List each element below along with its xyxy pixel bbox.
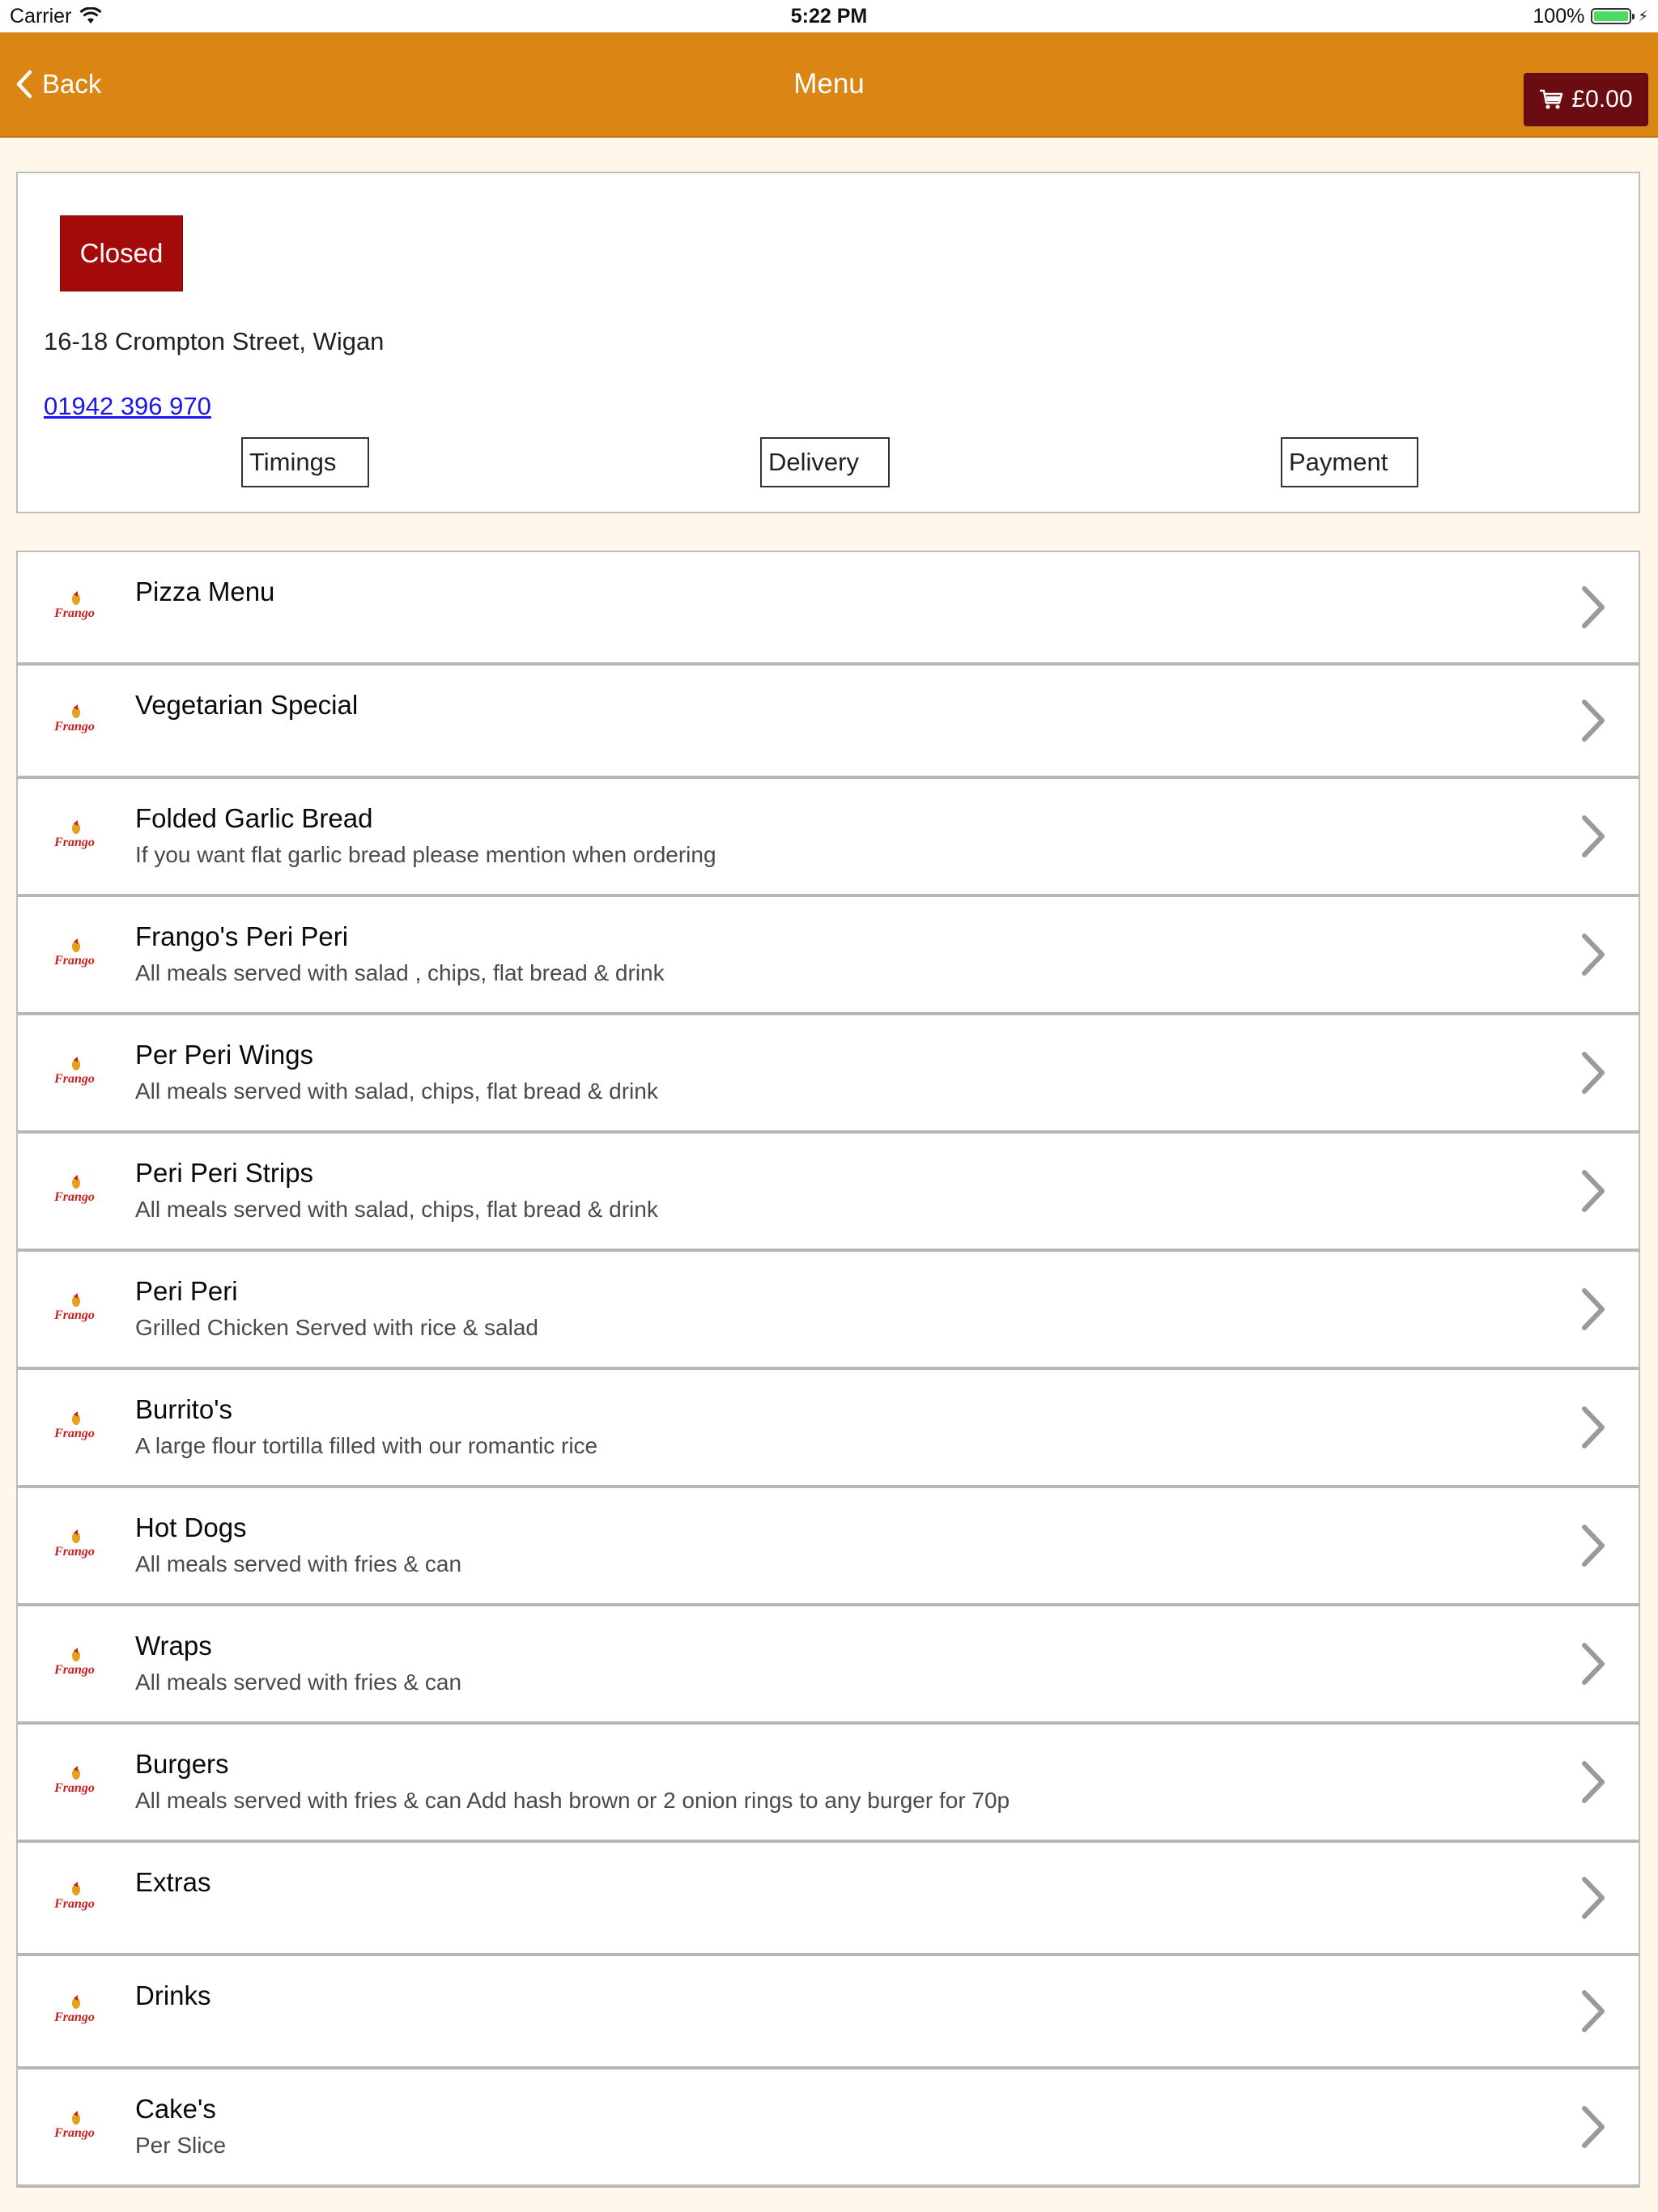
cart-icon: [1539, 88, 1563, 111]
menu-category-row[interactable]: [16, 1956, 1640, 2069]
category-title: Cake's: [135, 2094, 216, 2124]
menu-category-row[interactable]: [16, 1606, 1640, 1725]
frango-logo-icon: [49, 819, 100, 854]
frango-logo-icon: [49, 1646, 100, 1682]
frango-logo-icon: [49, 1993, 100, 2029]
frango-logo-text: Frango: [54, 954, 95, 968]
menu-category-row[interactable]: [16, 2069, 1640, 2188]
chevron-right-icon: [1579, 814, 1608, 859]
category-title: Drinks: [135, 1980, 211, 2010]
category-description: All meals served with fries & can: [135, 1670, 462, 1695]
frango-logo-icon: [49, 1528, 100, 1563]
category-title: Extras: [135, 1867, 211, 1897]
frango-logo-icon: [49, 1173, 100, 1209]
frango-logo-text: Frango: [54, 1663, 95, 1677]
category-title: Pizza Menu: [135, 576, 275, 606]
category-title: Vegetarian Special: [135, 690, 359, 720]
frango-logo-text: Frango: [54, 2126, 95, 2140]
frango-logo-icon: [49, 1291, 100, 1327]
frango-logo-text: Frango: [54, 836, 95, 849]
menu-category-row[interactable]: [16, 779, 1640, 897]
category-title: Folded Garlic Bread: [135, 803, 373, 833]
frango-logo-icon: [49, 1880, 100, 1916]
battery-indicator: [1533, 0, 1648, 32]
back-label: Back: [42, 69, 102, 99]
cart-button[interactable]: [1524, 73, 1648, 126]
chevron-right-icon: [1579, 1641, 1608, 1687]
menu-category-row[interactable]: [16, 552, 1640, 666]
category-title: Frango's Peri Peri: [135, 921, 349, 951]
menu-category-row[interactable]: [16, 1134, 1640, 1252]
payment-button[interactable]: Payment: [1281, 437, 1418, 487]
frango-logo-text: Frango: [54, 1308, 95, 1322]
charging-icon: ⚡: [1638, 8, 1648, 24]
menu-category-row[interactable]: [16, 1370, 1640, 1488]
category-title: Peri Peri Strips: [135, 1158, 314, 1188]
frango-logo-icon: [49, 937, 100, 972]
chevron-right-icon: [1579, 585, 1608, 630]
chevron-right-icon: [1579, 932, 1608, 977]
carrier-label: Carrier: [10, 5, 72, 28]
timings-button[interactable]: Timings: [241, 437, 369, 487]
menu-category-row[interactable]: [16, 1488, 1640, 1606]
chevron-right-icon: [1579, 1287, 1608, 1332]
frango-logo-text: Frango: [54, 606, 95, 620]
open-status-badge: Closed: [60, 215, 183, 291]
menu-category-row[interactable]: [16, 1015, 1640, 1134]
chevron-right-icon: [1579, 1168, 1608, 1214]
frango-logo-text: Frango: [54, 1781, 95, 1795]
delivery-button[interactable]: Delivery: [760, 437, 890, 487]
frango-logo-icon: [49, 1410, 100, 1445]
category-title: Per Peri Wings: [135, 1040, 314, 1070]
frango-logo-icon: [49, 589, 100, 625]
chevron-right-icon: [1579, 1989, 1608, 2034]
frango-logo-text: Frango: [54, 2010, 95, 2024]
category-description: Grilled Chicken Served with rice & salad: [135, 1315, 538, 1340]
category-description: All meals served with fries & can: [135, 1551, 462, 1576]
status-time: 5:22 PM: [790, 5, 868, 28]
battery-percent: 100%: [1533, 5, 1585, 28]
frango-logo-icon: [49, 703, 100, 738]
category-description: A large flour tortilla filled with our romantic rice: [135, 1433, 598, 1458]
chevron-right-icon: [1579, 2104, 1608, 2150]
menu-category-row[interactable]: [16, 897, 1640, 1015]
phone-link[interactable]: 01942 396 970: [44, 392, 211, 420]
chevron-right-icon: [1579, 1523, 1608, 1568]
frango-logo-icon: [49, 1764, 100, 1800]
restaurant-address: 16-18 Crompton Street, Wigan: [44, 327, 385, 355]
chevron-right-icon: [1579, 1759, 1608, 1805]
navigation-bar: [0, 32, 1658, 136]
menu-category-row[interactable]: [16, 666, 1640, 779]
page-title: Menu: [793, 68, 865, 100]
frango-logo-text: Frango: [54, 720, 95, 734]
menu-category-row[interactable]: [16, 1725, 1640, 1843]
chevron-right-icon: [1579, 698, 1608, 743]
frango-logo-text: Frango: [54, 1072, 95, 1086]
frango-logo-text: Frango: [54, 1897, 95, 1911]
category-title: Burrito's: [135, 1394, 232, 1424]
category-description: All meals served with salad , chips, flat bread & drink: [135, 960, 665, 985]
menu-category-list: [16, 551, 1640, 2188]
frango-logo-icon: [49, 1055, 100, 1091]
category-description: Per Slice: [135, 2133, 227, 2158]
status-bar: [0, 0, 1658, 32]
frango-logo-icon: [49, 2109, 100, 2145]
category-title: Wraps: [135, 1631, 212, 1661]
battery-icon: [1591, 8, 1631, 24]
chevron-right-icon: [1579, 1050, 1608, 1095]
category-description: All meals served with salad, chips, flat bread & drink: [135, 1078, 658, 1104]
frango-logo-text: Frango: [54, 1190, 95, 1204]
menu-category-row[interactable]: [16, 1252, 1640, 1370]
category-description: All meals served with fries & can Add hash brown or 2 onion rings to any burger for 70p: [135, 1788, 1010, 1813]
category-description: All meals served with salad, chips, flat bread & drink: [135, 1197, 658, 1222]
frango-logo-text: Frango: [54, 1545, 95, 1559]
category-description: If you want flat garlic bread please mention when ordering: [135, 842, 716, 867]
menu-category-row[interactable]: [16, 1843, 1640, 1956]
chevron-right-icon: [1579, 1405, 1608, 1450]
chevron-right-icon: [1579, 1875, 1608, 1921]
category-title: Hot Dogs: [135, 1512, 247, 1542]
category-title: Burgers: [135, 1749, 229, 1779]
frango-logo-text: Frango: [54, 1427, 95, 1440]
category-title: Peri Peri: [135, 1276, 238, 1306]
restaurant-info-card: [16, 172, 1640, 513]
cart-total: £0.00: [1571, 86, 1633, 113]
